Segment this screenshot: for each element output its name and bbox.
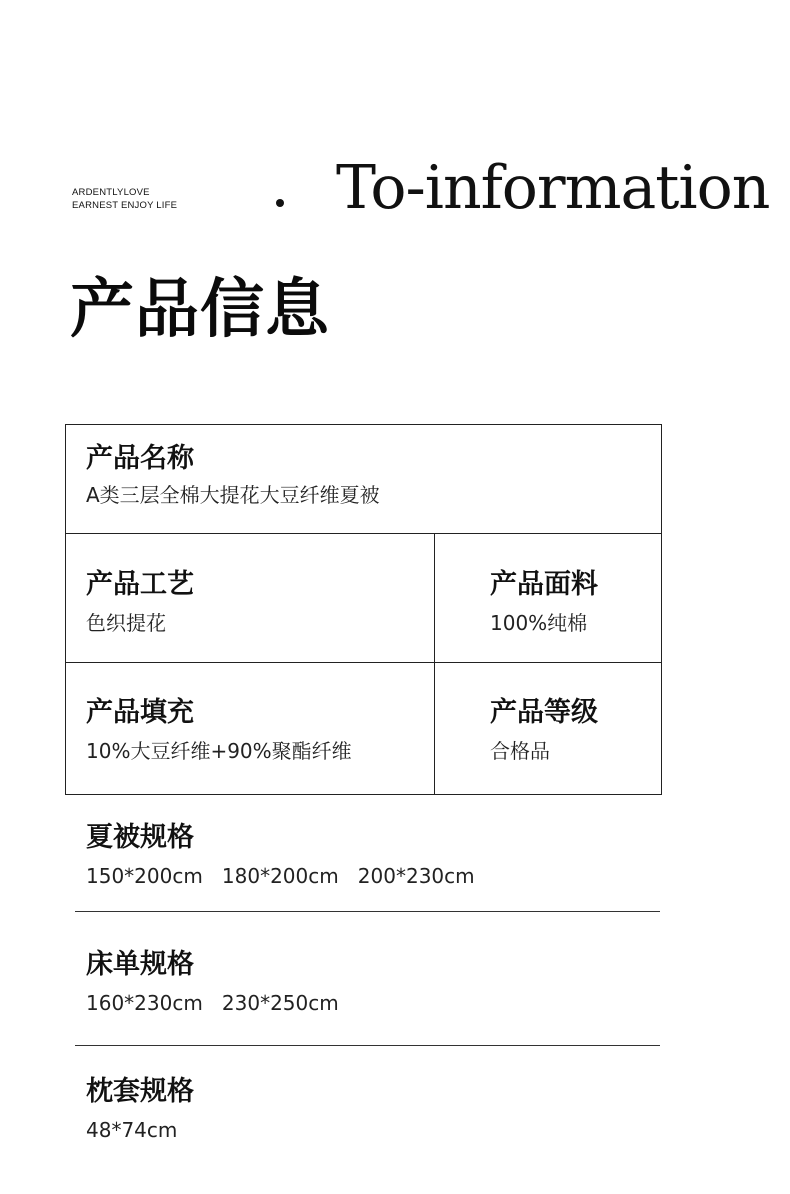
cell-label: 产品等级 xyxy=(490,697,598,728)
tagline-line-2: EARNEST ENJOY LIFE xyxy=(72,200,178,211)
cell-fabric xyxy=(490,567,598,637)
spec-label: 床单规格 xyxy=(86,949,194,980)
page-title: 产品信息 xyxy=(70,273,330,347)
cell-label: 产品面料 xyxy=(490,569,598,600)
cell-grade xyxy=(490,695,598,765)
cell-filling xyxy=(86,695,352,765)
spec-summer-quilt xyxy=(86,820,475,890)
cell-value: 10%大豆纤维+90%聚酯纤维 xyxy=(86,739,352,763)
spec-label: 夏被规格 xyxy=(86,822,194,853)
spec-value: 48*74cm xyxy=(86,1118,178,1142)
section-divider xyxy=(75,911,660,912)
dot-divider xyxy=(276,199,284,207)
spec-pillowcase xyxy=(86,1074,194,1144)
cell-value: 100%纯棉 xyxy=(490,611,588,635)
cell-value: 色织提花 xyxy=(86,611,166,635)
section-divider xyxy=(75,1045,660,1046)
info-table xyxy=(65,424,662,795)
table-column-divider xyxy=(434,533,435,794)
spec-bed-sheet xyxy=(86,947,339,1017)
cell-value: 合格品 xyxy=(490,739,550,763)
table-divider xyxy=(66,533,661,534)
cell-label: 产品工艺 xyxy=(86,569,194,600)
tagline-line-1: ARDENTLYLOVE xyxy=(72,187,150,198)
spec-value: 160*230cm 230*250cm xyxy=(86,991,339,1015)
cell-label: 产品填充 xyxy=(86,697,194,728)
spec-label: 枕套规格 xyxy=(86,1076,194,1107)
cell-craft xyxy=(86,567,194,637)
spec-value: 150*200cm 180*200cm 200*230cm xyxy=(86,864,475,888)
english-title: To-information xyxy=(336,153,770,223)
cell-label: 产品名称 xyxy=(86,443,194,474)
cell-value: A类三层全棉大提花大豆纤维夏被 xyxy=(86,483,380,507)
tagline xyxy=(72,186,177,212)
table-divider xyxy=(66,662,661,663)
cell-product-name xyxy=(86,441,380,509)
